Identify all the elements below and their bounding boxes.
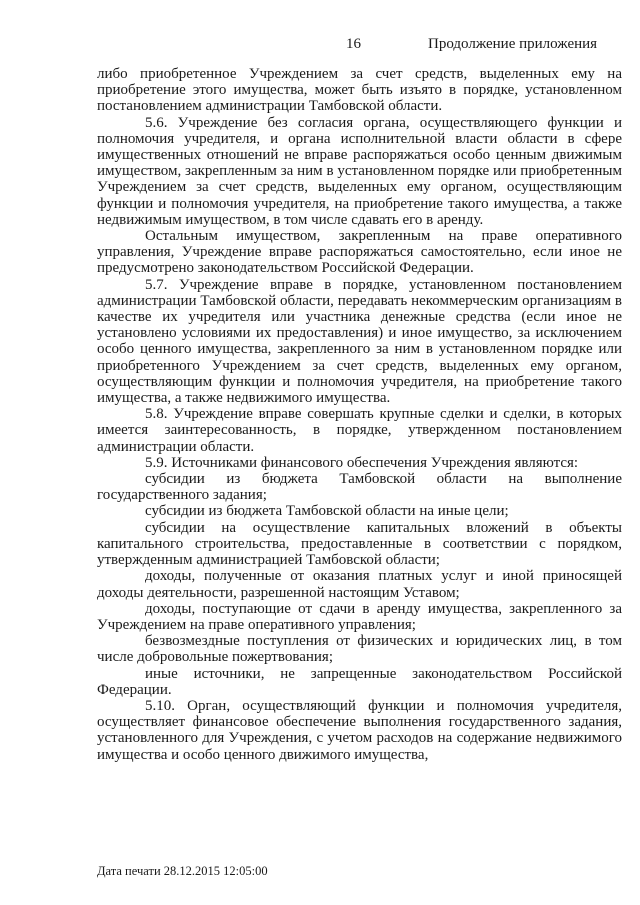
funding-item-donations: безвозмездные поступления от физических и юридических лиц, в том числе добровольные пожертвования; xyxy=(97,633,622,666)
funding-item-other-sources: иные источники, не запрещенные законодательством Российской Федерации. xyxy=(97,665,622,698)
appendix-continuation-title: Продолжение приложения xyxy=(428,36,598,52)
paragraph-property-seizure: либо приобретенное Учреждением за счет средств, выделенных ему на приобретение этого имущества, может быть изъято в порядке, установленном постановлением администрации Тамбовской области. xyxy=(97,66,622,115)
funding-item-state-task: субсидии из бюджета Тамбовской области на выполнение государственного задания; xyxy=(97,471,622,504)
paragraph-5-8: 5.8. Учреждение вправе совершать крупные сделки и сделки, в которых имеется заинтересованность, в порядке, утвержденном постановлением администрации области. xyxy=(97,406,622,455)
funding-item-paid-services: доходы, полученные от оказания платных услуг и иной приносящей доходы деятельности, разрешенной настоящим Уставом; xyxy=(97,568,622,601)
paragraph-5-9: 5.9. Источниками финансового обеспечения Учреждения являются: xyxy=(145,454,579,471)
funding-item-rent-income: доходы, поступающие от сдачи в аренду имущества, закрепленного за Учреждением на праве оперативного управления; xyxy=(97,600,622,633)
paragraph-5-10: 5.10. Орган, осуществляющий функции и полномочия учредителя, осуществляет финансовое обеспечение выполнения государственного задания, установленного для Учреждения, с учетом расходов на содержание недвижимого имущества и особо ценного движимого имущества, xyxy=(97,697,622,763)
paragraph-5-7: 5.7. Учреждение вправе в порядке, установленном постановлением администрации Тамбовской области, передавать некоммерческим организациям в качестве их учредителя или участника денежные средства (если иное не установлено условиями их предоставления) и иное имущество, за исключением особо ценного имущества, закрепленного за ним в установленном порядке или приобретенного Учреждением за счет средств, выделенных ему органом, осуществляющим функции и полномочия учредителя, на приобретение такого имущества, а также недвижимого имущества. xyxy=(97,276,622,407)
print-date: Дата печати 28.12.2015 12:05:00 xyxy=(97,864,268,878)
funding-item-capital-investments: субсидии на осуществление капитальных вложений в объекты капитального строительства, предоставленные в соответствии с порядком, утвержденным администрацией Тамбовской области; xyxy=(97,519,622,569)
document-body xyxy=(97,66,622,763)
page-number: 16 xyxy=(346,36,361,52)
paragraph-other-property: Остальным имуществом, закрепленным на праве оперативного управления, Учреждение вправе распоряжаться самостоятельно, если иное не предусмотрено законодательством Российской Федерации. xyxy=(97,228,622,277)
paragraph-5-6: 5.6. Учреждение без согласия органа, осуществляющего функции и полномочия учредителя, и органа исполнительной власти области в сфере имущественных отношений не вправе распоряжаться особо ценным движимым имуществом, закрепленным за ним в установленном порядке или приобретенным Учреждением за счет средств, выделенных ему органом, осуществляющим функции и полномочия учредителя, на приобретение такого имущества, а также недвижимым имуществом, в том числе сдавать его в аренду. xyxy=(97,114,622,228)
funding-item-other-purposes: субсидии из бюджета Тамбовской области на иные цели; xyxy=(145,503,509,520)
